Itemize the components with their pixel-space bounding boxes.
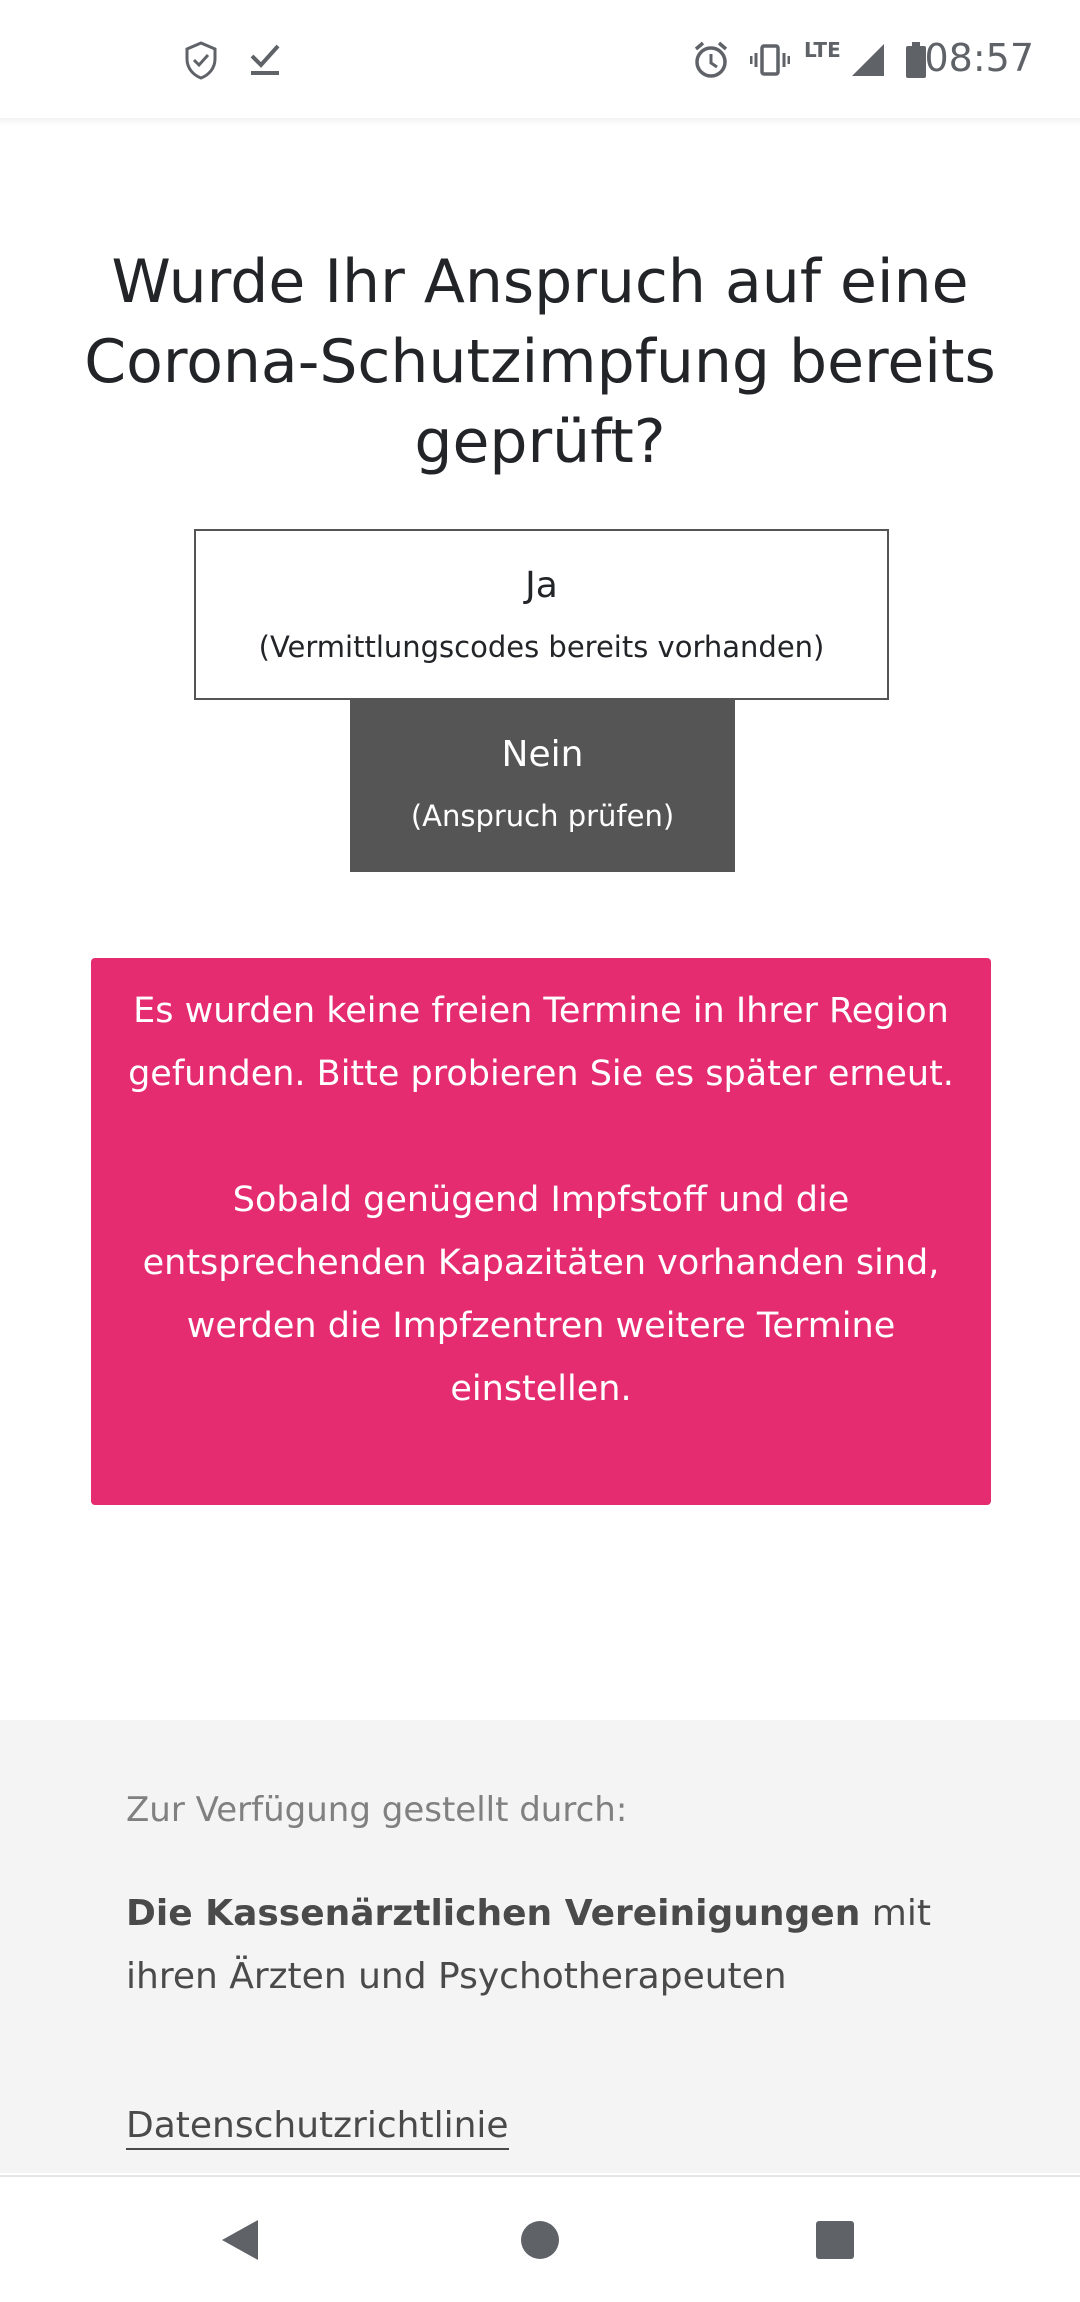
- home-icon[interactable]: [520, 2217, 560, 2267]
- alert-paragraph-2: Sobald genügend Impfstoff und die entsprechenden Kapazitäten vorhanden sind, werden die Impfzentren weitere Termine einstellen.: [142, 1180, 940, 1409]
- navigation-bar: [0, 2175, 1080, 2302]
- yes-button-label: Ja: [525, 565, 558, 606]
- back-icon[interactable]: [218, 2217, 262, 2267]
- privacy-policy-link[interactable]: Datenschutzrichtlinie: [126, 2105, 509, 2150]
- network-type: LTE: [804, 38, 841, 62]
- no-button-sublabel: (Anspruch prüfen): [410, 799, 675, 833]
- status-bar-shadow: [0, 118, 1080, 126]
- signal-icon: [848, 40, 886, 84]
- no-button-label: Nein: [501, 734, 584, 775]
- download-done-icon: [248, 40, 282, 84]
- footer: [0, 1720, 1080, 2173]
- provider-description: mit ihren Ärzten und Psychotherapeuten: [126, 1893, 931, 1997]
- provider-organization: [126, 1882, 986, 2008]
- no-button[interactable]: [350, 700, 735, 872]
- alarm-icon: [692, 40, 730, 84]
- page-title: Wurde Ihr Anspruch auf eine Corona-Schutzimpfung bereits geprüft?: [84, 247, 996, 477]
- yes-button-sublabel: (Vermittlungscodes bereits vorhanden): [258, 630, 825, 664]
- provider-name: Die Kassenärztlichen Vereinigungen: [126, 1893, 861, 1934]
- shield-icon: [184, 40, 218, 84]
- recents-icon[interactable]: [815, 2217, 855, 2267]
- yes-button[interactable]: [194, 529, 889, 700]
- clock: 08:57: [924, 36, 1034, 80]
- alert-paragraph-1: Es wurden keine freien Termine in Ihrer Region gefunden. Bitte probieren Sie es später erneut.: [128, 991, 954, 1094]
- no-appointments-alert: [91, 958, 991, 1505]
- provided-by-label: Zur Verfügung gestellt durch:: [126, 1790, 628, 1830]
- vibrate-icon: [750, 40, 790, 84]
- status-bar: [0, 0, 1080, 120]
